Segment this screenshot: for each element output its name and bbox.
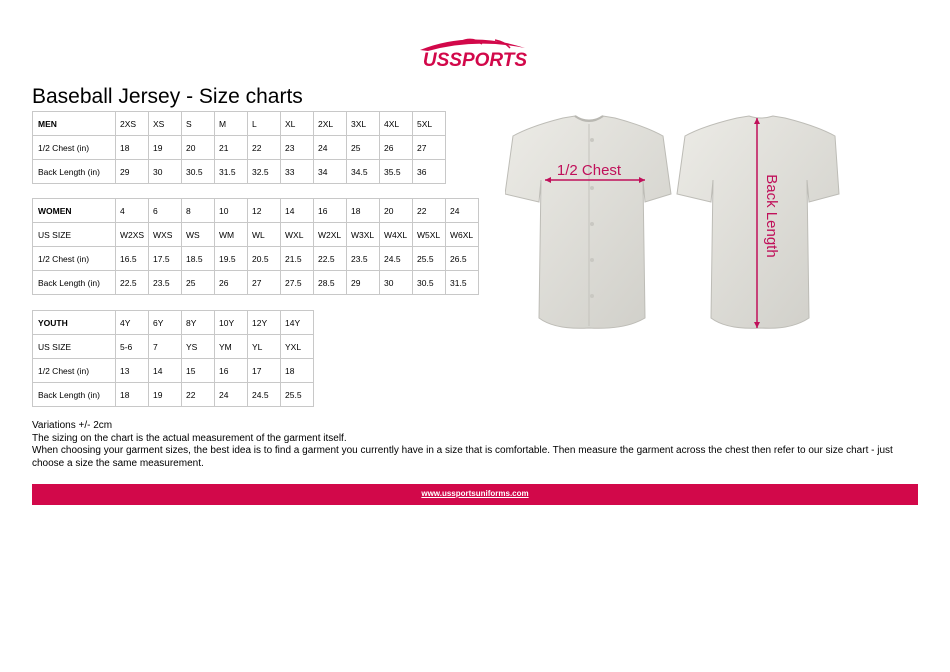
table-cell: 5XL [413,112,446,136]
logo-text: USSPORTS [422,50,528,70]
table-cell: YL [248,335,281,359]
note-line: Variations +/- 2cm [32,420,113,431]
table-cell: 26 [215,271,248,295]
table-cell: W3XL [347,223,380,247]
table-cell: 18 [281,359,314,383]
table-cell: W5XL [413,223,446,247]
table-cell: 19.5 [215,247,248,271]
table-cell: 27.5 [281,271,314,295]
table-cell: 30 [149,160,182,184]
table-header-row [33,311,314,335]
table-cell: 13 [116,359,149,383]
table-header-row [33,199,479,223]
back-length-label: Back Length [763,174,780,258]
table-cell: L [248,112,281,136]
table-cell: 27 [413,136,446,160]
table-cell: 16.5 [116,247,149,271]
table-cell: US SIZE [33,335,116,359]
table-cell: 16 [314,199,347,223]
jersey-front [505,116,671,328]
table-cell: WL [248,223,281,247]
table-cell: WXL [281,223,314,247]
table-cell: 6Y [149,311,182,335]
table-cell: 32.5 [248,160,281,184]
table-cell: MEN [33,112,116,136]
table-cell: YM [215,335,248,359]
table-cell: 31.5 [446,271,479,295]
table-cell: XL [281,112,314,136]
table-cell: 30.5 [182,160,215,184]
table-cell: 25.5 [413,247,446,271]
table-cell: 25.5 [281,383,314,407]
table-cell: 4XL [380,112,413,136]
table-cell: 24 [446,199,479,223]
ussports-logo [400,34,550,70]
table-cell: W4XL [380,223,413,247]
table-cell: 16 [215,359,248,383]
table-cell: 34.5 [347,160,380,184]
table-cell: 24.5 [380,247,413,271]
table-cell: 17.5 [149,247,182,271]
table-header-row [33,112,446,136]
youth-size-table [32,310,314,407]
note-line: The sizing on the chart is the actual measurement of the garment itself. [32,432,347,444]
table-cell: 26.5 [446,247,479,271]
table-cell: YS [182,335,215,359]
table-cell: 24.5 [248,383,281,407]
table-cell: 30.5 [413,271,446,295]
table-cell: 18.5 [182,247,215,271]
table-row [33,136,446,160]
note-line: When choosing your garment sizes, the best idea is to find a garment you currently have in a size that is comfortable. Then measure the garment across the chest then refer to our size chart - just choose a size the same measurement. [32,445,893,469]
table-row [33,335,314,359]
table-cell: 22 [413,199,446,223]
table-cell: 20.5 [248,247,281,271]
table-cell: 22 [182,383,215,407]
website-link[interactable]: www.ussportsuniforms.com [421,489,529,498]
table-cell: 7 [149,335,182,359]
table-cell: 1/2 Chest (in) [33,136,116,160]
table-cell: 34 [314,160,347,184]
table-cell: 20 [380,199,413,223]
table-cell: 18 [116,136,149,160]
table-cell: W2XS [116,223,149,247]
table-cell: 20 [182,136,215,160]
table-cell: 21 [215,136,248,160]
table-cell: W2XL [314,223,347,247]
table-cell: 21.5 [281,247,314,271]
jersey-back [677,116,839,328]
table-cell: YXL [281,335,314,359]
table-cell: 23.5 [149,271,182,295]
table-cell: 22.5 [116,271,149,295]
table-cell: 24 [314,136,347,160]
table-cell: 6 [149,199,182,223]
table-row [33,359,314,383]
table-cell: 3XL [347,112,380,136]
table-cell: WXS [149,223,182,247]
table-cell: 27 [248,271,281,295]
table-cell: 10 [215,199,248,223]
chest-label: 1/2 Chest [556,162,622,179]
table-cell: WOMEN [33,199,116,223]
table-cell: 33 [281,160,314,184]
table-cell: W6XL [446,223,479,247]
table-row [33,160,446,184]
table-cell: 1/2 Chest (in) [33,247,116,271]
table-cell: 15 [182,359,215,383]
table-cell: 14 [149,359,182,383]
table-cell: 25 [182,271,215,295]
table-cell: 2XL [314,112,347,136]
table-row [33,271,479,295]
table-cell: 22 [248,136,281,160]
table-cell: Back Length (in) [33,271,116,295]
table-cell: 4Y [116,311,149,335]
table-cell: 23 [281,136,314,160]
table-cell: 25 [347,136,380,160]
table-cell: 17 [248,359,281,383]
women-size-table [32,198,479,295]
table-cell: 35.5 [380,160,413,184]
table-cell: XS [149,112,182,136]
table-cell: 19 [149,136,182,160]
table-cell: 22.5 [314,247,347,271]
table-cell: 31.5 [215,160,248,184]
table-cell: 36 [413,160,446,184]
table-cell: Back Length (in) [33,160,116,184]
table-row [33,223,479,247]
table-cell: 1/2 Chest (in) [33,359,116,383]
table-cell: 8Y [182,311,215,335]
table-cell: 29 [347,271,380,295]
table-cell: 10Y [215,311,248,335]
table-cell: 4 [116,199,149,223]
table-cell: 2XS [116,112,149,136]
table-cell: Back Length (in) [33,383,116,407]
table-cell: 18 [116,383,149,407]
table-cell: 28.5 [314,271,347,295]
table-cell: YOUTH [33,311,116,335]
table-cell: 14Y [281,311,314,335]
table-cell: 26 [380,136,413,160]
table-cell: S [182,112,215,136]
table-cell: 24 [215,383,248,407]
table-cell: 8 [182,199,215,223]
table-cell: M [215,112,248,136]
table-cell: 30 [380,271,413,295]
table-cell: 5-6 [116,335,149,359]
table-cell: 23.5 [347,247,380,271]
table-cell: 12 [248,199,281,223]
table-cell: US SIZE [33,223,116,247]
men-size-table [32,111,446,184]
table-row [33,247,479,271]
table-cell: 12Y [248,311,281,335]
table-cell: 19 [149,383,182,407]
jersey-illustration [505,110,845,342]
table-cell: 29 [116,160,149,184]
table-cell: WM [215,223,248,247]
table-cell: WS [182,223,215,247]
table-cell: 18 [347,199,380,223]
table-cell: 14 [281,199,314,223]
sizing-notes [32,420,912,470]
footer-bar [32,484,918,505]
page-title: Baseball Jersey - Size charts [32,85,303,108]
table-row [33,383,314,407]
